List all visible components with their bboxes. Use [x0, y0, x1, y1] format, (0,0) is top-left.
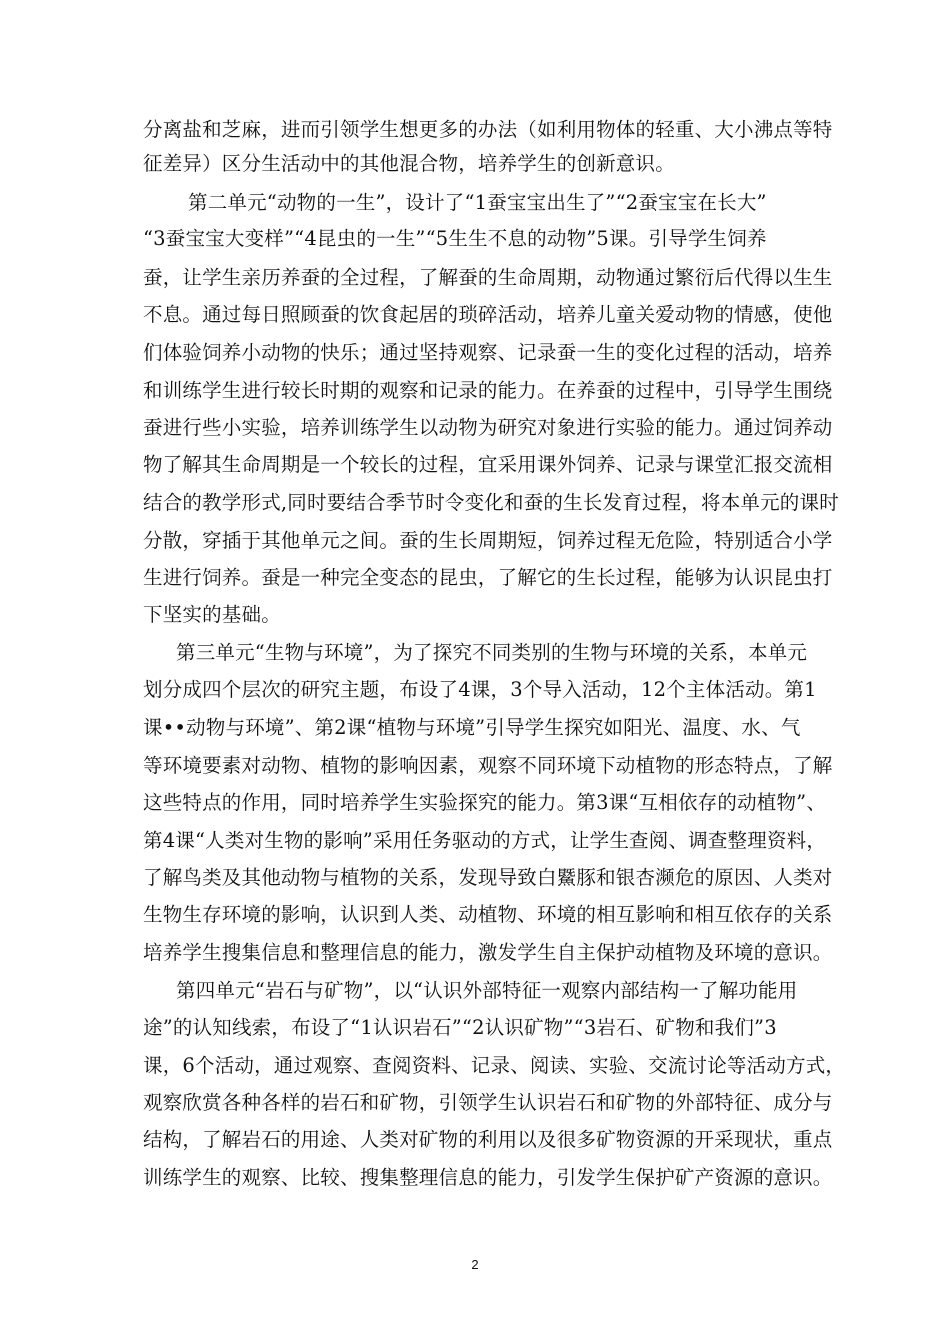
text-line-11: 结合的教学形式,同时要结合季节时令变化和蚕的生长发育过程，将本单元的课时: [143, 491, 839, 514]
text-line-22: 生物生存环境的影响，认识到人类、动植物、环境的相互影响和相互依存的关系: [143, 903, 833, 926]
text-line-23: 培养学生搜集信息和整理信息的能力，激发学生自主保护动植物及环境的意识。: [143, 941, 833, 964]
text-line-6: 不息。通过每日照顾蚕的饮食起居的琐碎活动，培养儿童关爱动物的情感，使他: [143, 303, 833, 326]
text-line-25: 途”的认知线索，布设了“1认识岩石”“2认识矿物”“3岩石、矿物和我们”3: [143, 1016, 777, 1039]
text-line-27: 观察欣赏各种各样的岩石和矿物，引领学生认识岩石和矿物的外部特征、成分与: [143, 1091, 833, 1114]
text-line-15: 第三单元“生物与环境”，为了探究不同类别的生物与环境的关系，本单元: [176, 641, 808, 664]
text-line-28: 结构，了解岩石的用途、人类对矿物的利用以及很多矿物资源的开采现状，重点: [143, 1128, 833, 1151]
text-line-18: 等环境要素对动物、植物的影响因素，观察不同环境下动植物的形态特点，了解: [143, 754, 833, 777]
text-line-2: 征差异）区分生活动中的其他混合物，培养学生的创新意识。: [143, 152, 675, 175]
text-line-8: 和训练学生进行较长时期的观察和记录的能力。在养蚕的过程中，引导学生围绕: [143, 379, 833, 402]
text-line-7: 们体验饲养小动物的快乐；通过坚持观察、记录蚕一生的变化过程的活动，培养: [143, 341, 833, 364]
page-number: 2: [471, 1257, 479, 1272]
text-line-29: 训练学生的观察、比较、搜集整理信息的能力，引发学生保护矿产资源的意识。: [143, 1166, 833, 1189]
text-line-14: 下坚实的基础。: [143, 603, 281, 626]
text-line-21: 了解鸟类及其他动物与植物的关系，发现导致白鱀豚和银杏濒危的原因、人类对: [143, 866, 833, 889]
text-line-3: 第二单元“动物的一生”，设计了“1蚕宝宝出生了”“2蚕宝宝在长大”: [188, 191, 767, 214]
text-line-10: 物了解其生命周期是一个较长的过程，宜采用课外饲养、记录与课堂汇报交流相: [143, 453, 833, 476]
text-line-26: 课，6个活动，通过观察、查阅资料、记录、阅读、实验、交流讨论等活动方式，: [143, 1054, 846, 1077]
text-line-17: 课••动物与环境”、第2课“植物与环境”引导学生探究如阳光、温度、水、气: [143, 716, 801, 739]
text-line-13: 生进行饲养。蚕是一种完全变态的昆虫，了解它的生长过程，能够为认识昆虫打: [143, 566, 833, 589]
text-line-20: 第4课“人类对生物的影响”采用任务驱动的方式，让学生查阅、调查整理资料，: [143, 829, 827, 852]
text-line-4: “3蚕宝宝大变样”“4昆虫的一生”“5生生不息的动物”5课。引导学生饲养: [143, 227, 767, 250]
text-line-24: 第四单元“岩石与矿物”，以“认识外部特征一观察内部结构一了解功能用: [176, 979, 798, 1002]
text-line-12: 分散，穿插于其他单元之间。蚕的生长周期短，饲养过程无危险，特别适合小学: [143, 529, 833, 552]
text-line-19: 这些特点的作用，同时培养学生实验探究的能力。第3课“互相依存的动植物”、: [143, 791, 827, 814]
text-line-1: 分离盐和芝麻，进而引领学生想更多的办法（如利用物体的轻重、大小沸点等特: [143, 118, 833, 141]
text-line-16: 划分成四个层次的研究主题，布设了4课，3个导入活动，12个主体活动。第1: [143, 678, 817, 701]
text-line-5: 蚕，让学生亲历养蚕的全过程，了解蚕的生命周期，动物通过繁衍后代得以生生: [143, 266, 833, 289]
text-line-9: 蚕进行些小实验，培养训练学生以动物为研究对象进行实验的能力。通过饲养动: [143, 416, 833, 439]
